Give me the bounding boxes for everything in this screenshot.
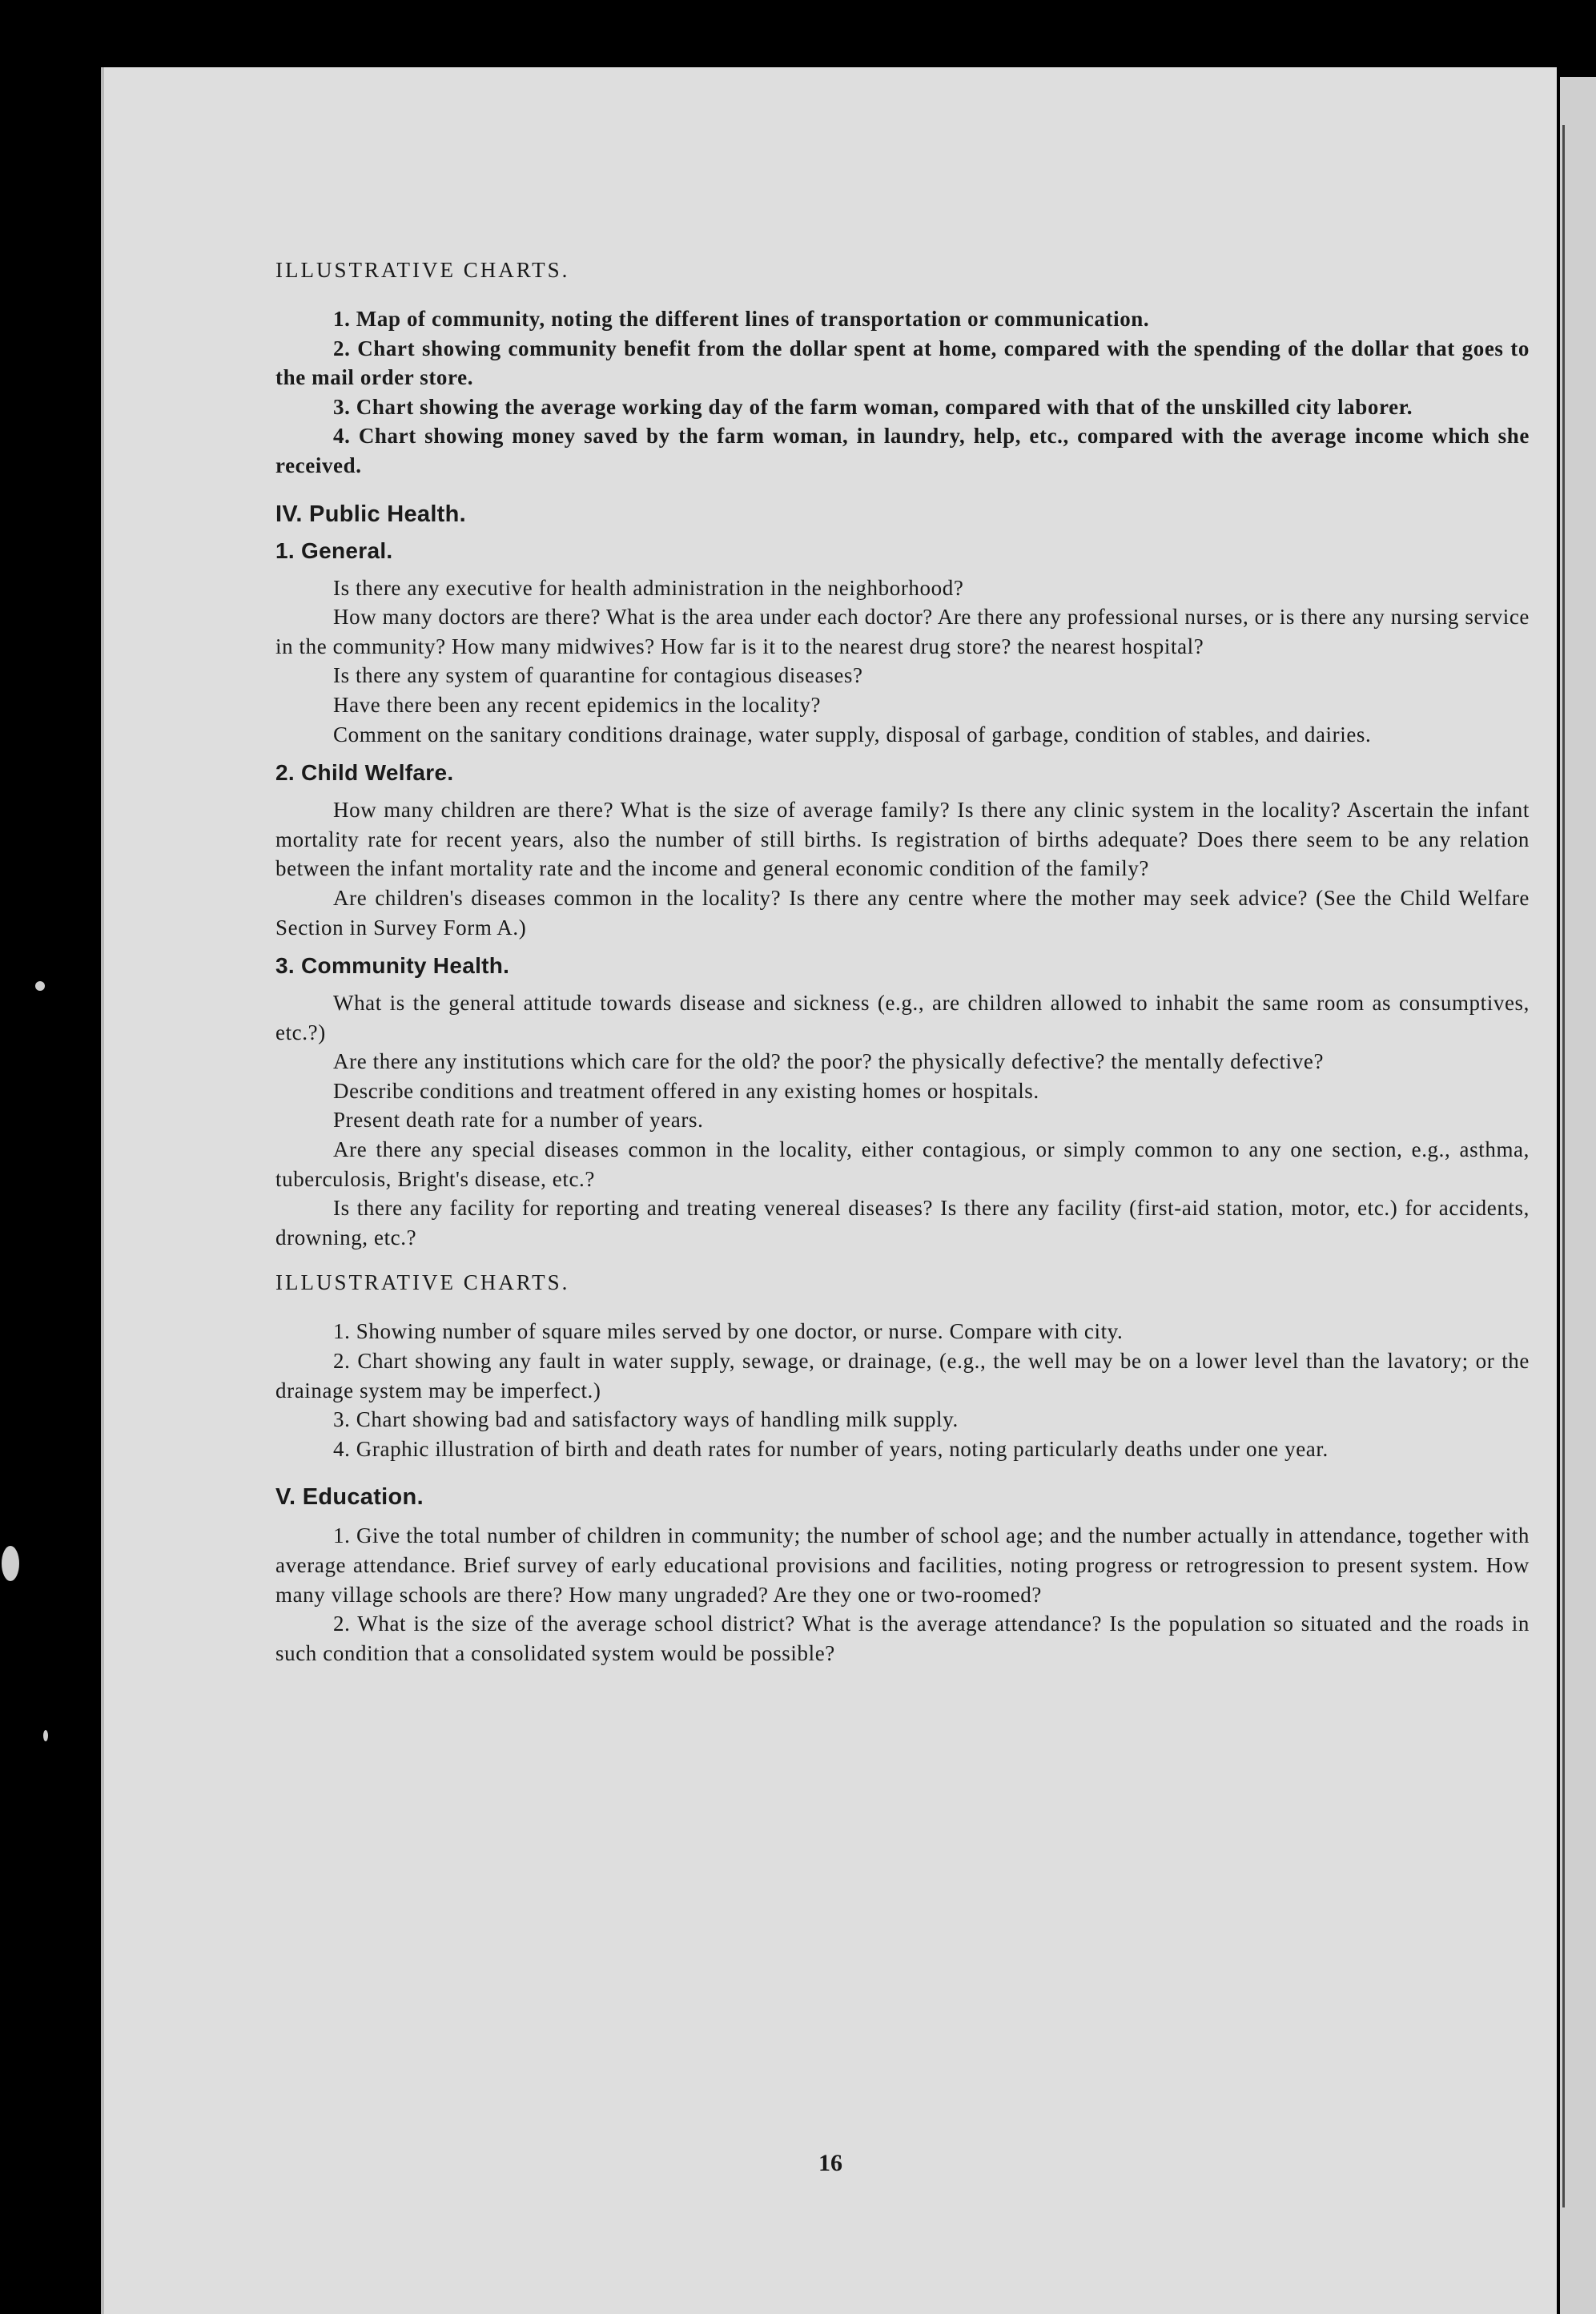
paragraph: Have there been any recent epidemics in the locality? [333,692,822,717]
paragraph: 1. Give the total number of children in community; the number of school age; and the number actually in attendance, together with average attendance. Brief survey of early educational provisions and facilities, noting progress or retrogression to present system. How many village schools are there? How many ungraded? Are they one or two-roomed? [275,1523,1530,1607]
list-item: 2. Chart showing community benefit from the dollar spent at home, compared with the spending of the dollar that goes to the mail order store. [275,336,1530,390]
paragraph: Are children's diseases common in the locality? Is there any centre where the mother may seek advice? (See the Child Welfare Section in Survey Form A.) [275,885,1530,940]
paragraph: Is there any executive for health administration in the neighborhood? [333,575,964,600]
list-item: 1. Showing number of square miles served by one doctor, or nurse. Compare with city. [333,1319,1124,1344]
subsection-heading-general: 1. General. [275,537,393,563]
education-paragraphs [275,1521,1530,1668]
paragraph: Describe conditions and treatment offered in any existing homes or hospitals. [333,1078,1039,1103]
paragraph: Is there any system of quarantine for contagious diseases? [333,663,863,688]
paragraph: What is the general attitude towards disease and sickness (e.g., are children allowed to inhabit the same room as consumptives, etc.?) [275,991,1530,1044]
paragraph: Comment on the sanitary conditions drainage, water supply, disposal of garbage, condition of stables, and dairies. [333,722,1372,747]
list-item: 1. Map of community, noting the different lines of transportation or communication. [333,307,1150,331]
page-content [275,256,1530,1668]
subsection-heading-child-welfare: 2. Child Welfare. [275,760,454,786]
adjacent-page-edge [1560,77,1596,2314]
paragraph: Is there any facility for reporting and treating venereal diseases? Is there any facility (first-aid station, motor, etc.) for accidents, drowning, etc.? [275,1196,1530,1250]
list-item: 3. Chart showing bad and satisfactory ways of handling milk supply. [333,1407,959,1432]
paragraph: Are there any institutions which care for the old? the poor? the physically defective? the mentally defective? [333,1049,1325,1074]
scan-speck [35,981,45,991]
subsection-heading-community-health: 3. Community Health. [275,953,510,979]
health-charts-list [275,1317,1530,1463]
scan-speck [43,1730,48,1741]
paragraph: Present death rate for a number of years. [333,1108,704,1133]
paragraph: 2. What is the size of the average school district? What is the average attendance? Is the population so situated and the roads in such condition that a consolidated system would be possible? [275,1612,1530,1665]
general-paragraphs [275,573,1530,750]
community-health-paragraphs [275,988,1530,1252]
scan-speck [2,1546,19,1581]
paragraph: How many children are there? What is the size of average family? Is there any clinic system in the locality? Ascertain the infant mortality rate for recent years, also the number of still births. Is registration of births adequate? Does there seem to be any relation between the infant mortality rate and the income and general economic condition of the family? [275,798,1530,881]
list-item: 3. Chart showing the average working day of the farm woman, compared with that of the unskilled city laborer. [333,394,1413,419]
list-item: 4. Graphic illustration of birth and death rates for number of years, noting particularly deaths under one year. [333,1436,1329,1461]
section-heading-education: V. Education. [275,1484,424,1511]
page-number: 16 [818,2150,842,2176]
section-heading-public-health: IV. Public Health. [275,501,467,527]
paragraph: How many doctors are there? What is the area under each doctor? Are there any professional nurses, or is there any nursing service in the community? How many midwives? How far is it to the nearest drug store? the nearest hospital? [275,605,1530,658]
economic-charts-list [275,304,1530,481]
illustrative-charts-heading: ILLUSTRATIVE CHARTS. [275,258,570,282]
list-item: 2. Chart showing any fault in water supply, sewage, or drainage, (e.g., the well may be on a lower level than the lavatory; or the drainage system may be imperfect.) [275,1349,1530,1402]
child-welfare-paragraphs [275,795,1530,942]
paragraph: Are there any special diseases common in the locality, either contagious, or simply common to any one section, e.g., asthma, tuberculosis, Bright's disease, etc.? [275,1137,1530,1191]
list-item: 4. Chart showing money saved by the farm woman, in laundry, help, etc., compared with the average income which she received. [275,424,1530,477]
document-page [101,67,1557,2314]
illustrative-charts-heading: ILLUSTRATIVE CHARTS. [275,1270,570,1295]
